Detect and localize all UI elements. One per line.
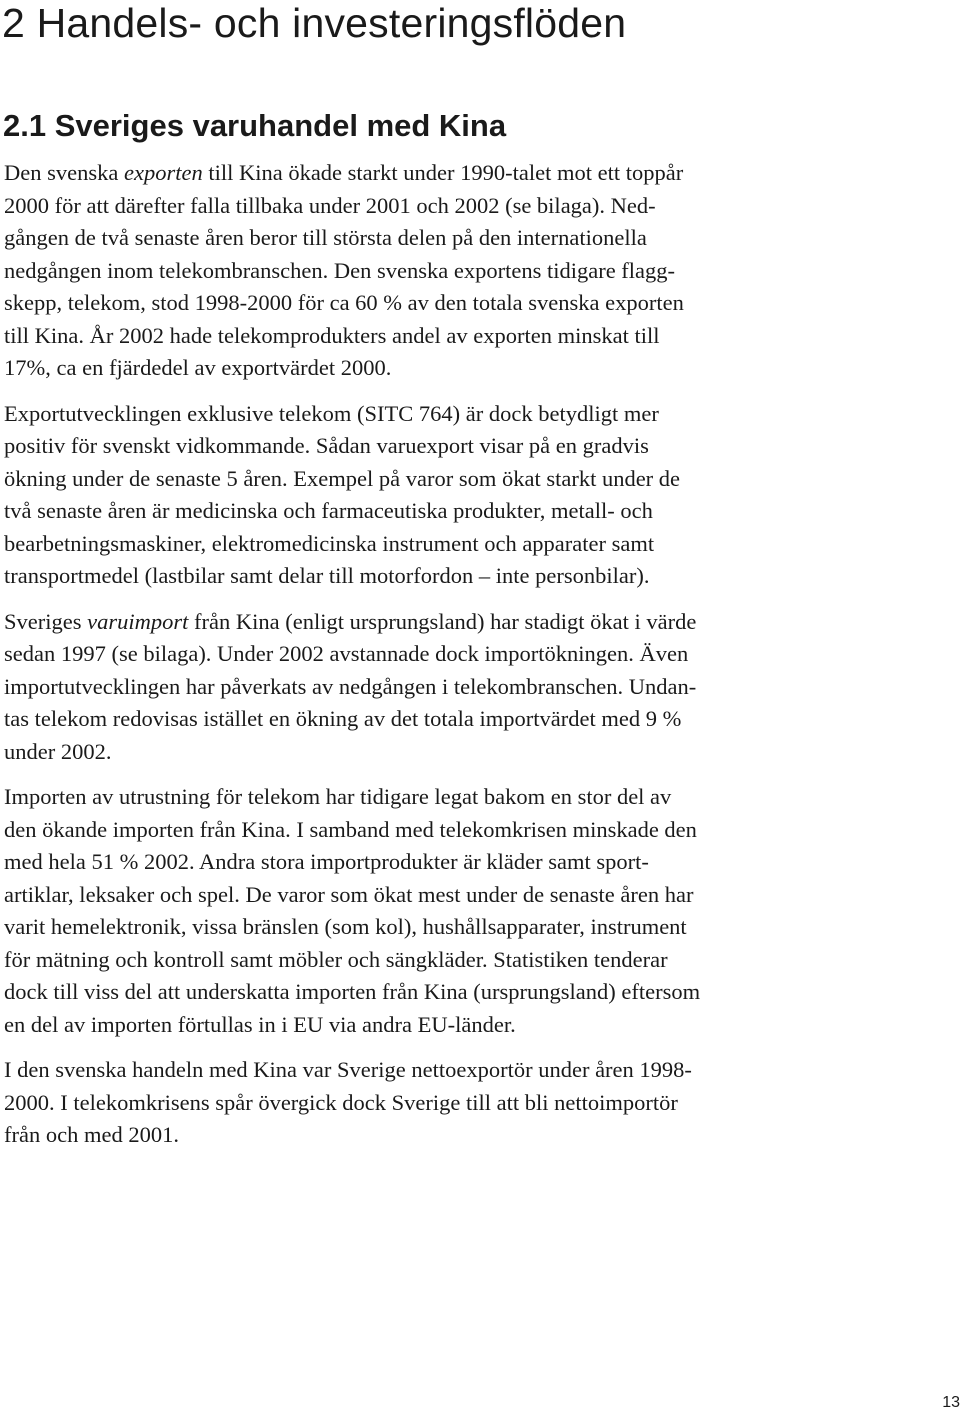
text-line: Sveriges varuimport från Kina (enligt ursprungsland) har stadigt ökat i värde [4, 608, 697, 634]
chapter-heading: 2 Handels- och investeringsflöden [2, 0, 627, 46]
text-line: Exportutvecklingen exklusive telekom (SITC 764) är dock betydligt mer [4, 400, 659, 426]
page-number: 13 [942, 1394, 960, 1411]
text-line: varit hemelektronik, vissa bränslen (som kol), hushållsapparater, instrument [4, 914, 687, 939]
text-line: ökning under de senaste 5 åren. Exempel på varor som ökat starkt under de [4, 465, 681, 491]
text-line: 17%, ca en fjärdedel av exportvärdet 2000. [4, 355, 392, 380]
text-line: två senaste åren är medicinska och farmaceutiska produkter, metall- och [4, 498, 653, 523]
text-line: transportmedel (lastbilar samt delar till motorfordon – inte personbilar). [4, 563, 650, 588]
text-line: en del av importen förtullas in i EU via andra EU-länder. [4, 1011, 516, 1037]
text-line: I den svenska handeln med Kina var Sverige nettoexportör under åren 1998- [4, 1057, 692, 1082]
text-line: från och med 2001. [4, 1122, 179, 1147]
emphasis-exporten: exporten [123, 160, 203, 185]
text-line: 2000 för att därefter falla tillbaka under 2001 och 2002 (se bilaga). Ned- [4, 192, 656, 218]
text-line: gången de två senaste åren beror till största delen på den internationella [4, 225, 647, 250]
text-line: nedgången inom telekombranschen. Den svenska exportens tidigare flagg- [4, 257, 676, 283]
emphasis-varuimport: varuimport [87, 608, 189, 634]
text-line: tas telekom redovisas istället en ökning av det totala importvärdet med 9 % [4, 706, 682, 731]
text-line: under 2002. [4, 738, 112, 764]
text-line: artiklar, leksaker och spel. De varor som ökat mest under de senaste åren har [4, 881, 694, 907]
text-line: till Kina. År 2002 hade telekomprodukters andel av exporten minskat till [4, 322, 660, 348]
text-line: skepp, telekom, stod 1998-2000 för ca 60 % av den totala svenska exporten [4, 290, 684, 315]
paragraph-export [4, 157, 904, 385]
text-line: Importen av utrustning för telekom har tidigare legat bakom en stor del av [4, 784, 672, 809]
paragraph-export-excl-telekom [4, 398, 904, 593]
section-heading: 2.1 Sveriges varuhandel med Kina [3, 108, 507, 143]
text-line: importutvecklingen har påverkats av nedgången i telekombranschen. Undan- [4, 673, 697, 699]
text-line: för mätning och kontroll samt möbler och sängkläder. Statistiken tenderar [4, 946, 668, 972]
paragraph-net-trade [4, 1054, 904, 1152]
text-line: Den svenska exporten till Kina ökade starkt under 1990-talet mot ett toppår [4, 160, 684, 185]
paragraph-import-telekom [4, 781, 904, 1041]
paragraph-import [4, 606, 904, 769]
text-line: bearbetningsmaskiner, elektromedicinska instrument och apparater samt [4, 530, 655, 556]
text-line: 2000. I telekomkrisens spår övergick dock Sverige till att bli nettoimportör [4, 1089, 678, 1115]
text-line: dock till viss del att underskatta importen från Kina (ursprungsland) eftersom [4, 979, 701, 1004]
text-line: den ökande importen från Kina. I samband med telekomkrisen minskade den [4, 816, 697, 842]
text-line: sedan 1997 (se bilaga). Under 2002 avstannade dock importökningen. Även [4, 641, 689, 666]
text-line: positiv för svenskt vidkommande. Sådan varuexport visar på en gradvis [4, 433, 649, 458]
body-text [4, 157, 904, 1152]
text-line: med hela 51 % 2002. Andra stora importprodukter är kläder samt sport- [4, 849, 649, 874]
